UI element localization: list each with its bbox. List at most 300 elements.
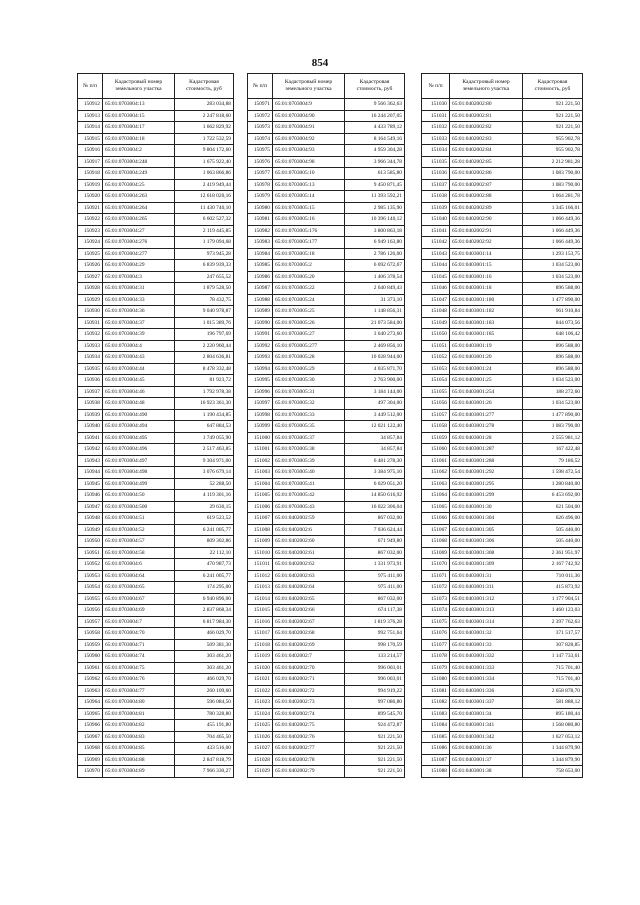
cell-num: 150912: [78, 99, 103, 111]
cell-cadastral-number: 65:01:0403001:304: [450, 513, 523, 525]
cell-num: 151032: [422, 122, 450, 134]
cell-cost: 921 221,50: [523, 99, 583, 111]
cell-cadastral-number: 65:01:0703005:33: [273, 409, 345, 421]
cell-num: 150984: [248, 248, 273, 260]
cell-num: 150913: [78, 110, 103, 122]
cell-num: 150931: [78, 317, 103, 329]
cell-cadastral-number: 65:01:0402002:70: [273, 662, 345, 674]
cell-cadastral-number: 65:01:0703005:177: [273, 237, 345, 249]
cell-cost: 1 034 523,00: [523, 375, 583, 387]
cell-cadastral-number: 65:01:0403001:24: [450, 363, 523, 375]
cell-cadastral-number: 65:01:0703005:39: [273, 455, 345, 467]
cell-num: 150956: [78, 605, 103, 617]
cell-num: 150949: [78, 524, 103, 536]
cell-cadastral-number: 65:01:0402002:63: [273, 570, 345, 582]
table-row: [248, 743, 405, 755]
cell-cost: 1 177 904,51: [523, 593, 583, 605]
cell-cost: 1 179 094,68: [175, 237, 234, 249]
cell-cost: 613 585,80: [345, 168, 405, 180]
cell-cadastral-number: 65:01:0703004:75: [103, 662, 175, 674]
cell-num: 151031: [422, 110, 450, 122]
cell-cost: 34 857,84: [345, 432, 405, 444]
table-row: [422, 490, 583, 502]
cell-num: 150970: [78, 766, 103, 778]
cell-num: 151063: [422, 478, 450, 490]
cell-cost: 1 066 449,36: [523, 225, 583, 237]
cell-cadastral-number: 65:01:0703004:43: [103, 352, 175, 364]
cell-num: 151018: [248, 639, 273, 651]
cell-cost: 581 888,12: [523, 697, 583, 709]
table-row: [422, 306, 583, 318]
cell-cadastral-number: 65:01:0402002:68: [273, 628, 345, 640]
cell-cadastral-number: 65:01:0402002:67: [273, 616, 345, 628]
cell-num: 151053: [422, 363, 450, 375]
cell-cost: 1 568 080,80: [523, 720, 583, 732]
table-row: [78, 605, 234, 617]
cell-num: 150959: [78, 639, 103, 651]
cell-num: 150997: [248, 398, 273, 410]
table-row: [78, 283, 234, 295]
cell-num: 150979: [248, 191, 273, 203]
table-row: [78, 547, 234, 559]
table-row: [78, 697, 234, 709]
table-row: [248, 398, 405, 410]
cell-cost: 924 472,87: [345, 720, 405, 732]
header-cost: Кадастровая стоимость, руб: [345, 74, 405, 99]
cell-cost: 4 119 301,16: [175, 490, 234, 502]
cell-cadastral-number: 65:01:0703004:67: [103, 593, 175, 605]
cell-cost: 596 084,50: [175, 697, 234, 709]
table-row: [422, 122, 583, 134]
cell-cadastral-number: 65:01:0703004:497: [103, 455, 175, 467]
cell-cadastral-number: 65:01:0703004:496: [103, 444, 175, 456]
cell-cost: 9 304 971,00: [175, 455, 234, 467]
cell-cost: 22 112,10: [175, 547, 234, 559]
table-row: [422, 628, 583, 640]
cell-cost: 1 879 528,50: [175, 283, 234, 295]
cell-cadastral-number: 65:01:0703004:85: [103, 743, 175, 755]
table-row: [78, 191, 234, 203]
cell-num: 151001: [248, 444, 273, 456]
cell-cadastral-number: 65:01:0403001:277: [450, 409, 523, 421]
cell-num: 151066: [422, 513, 450, 525]
cell-cost: 899 545,70: [345, 708, 405, 720]
cell-num: 151085: [422, 731, 450, 743]
cell-cost: 998 170,59: [345, 639, 405, 651]
cell-cadastral-number: 65:01:0703004:36: [103, 306, 175, 318]
table-row: [422, 409, 583, 421]
cell-num: 151046: [422, 283, 450, 295]
table-row: [248, 99, 405, 111]
cell-num: 150944: [78, 467, 103, 479]
cell-num: 150924: [78, 237, 103, 249]
table-row: [78, 570, 234, 582]
cell-cost: 12 618 020,16: [175, 191, 234, 203]
cell-num: 151078: [422, 651, 450, 663]
table-row: [78, 524, 234, 536]
table-row: [248, 237, 405, 249]
table-row: [422, 225, 583, 237]
cell-cadastral-number: 65:01:0403001:287: [450, 444, 523, 456]
cell-cadastral-number: 65:01:0402002:7: [273, 651, 345, 663]
table-row: [422, 697, 583, 709]
cell-cadastral-number: 65:01:0703004:74: [103, 651, 175, 663]
cell-num: 151013: [248, 582, 273, 594]
cell-cost: 921 221,50: [523, 122, 583, 134]
cell-cost: 3 076 679,14: [175, 467, 234, 479]
cell-cost: 867 032,00: [345, 513, 405, 525]
cell-cost: 16 244 207,05: [345, 110, 405, 122]
cell-num: 151069: [422, 547, 450, 559]
cell-cadastral-number: 65:01:0703004:45: [103, 375, 175, 387]
table-row: [248, 110, 405, 122]
cell-cadastral-number: 65:01:0703004:93: [273, 145, 345, 157]
table-row: [422, 352, 583, 364]
table-row: [248, 570, 405, 582]
cell-cadastral-number: 65:01:0402002:91: [450, 225, 523, 237]
cell-cadastral-number: 65:01:0703004:29: [103, 260, 175, 272]
cell-cadastral-number: 65:01:0703004:17: [103, 122, 175, 134]
cell-num: 150963: [78, 685, 103, 697]
cell-cadastral-number: 65:01:0703004:13: [103, 99, 175, 111]
table-row: [248, 260, 405, 272]
cell-cadastral-number: 65:01:0703005:15: [273, 202, 345, 214]
table-row: [422, 363, 583, 375]
cell-cadastral-number: 65:01:0403001:20: [450, 352, 523, 364]
cell-cadastral-number: 65:01:0703005:35: [273, 421, 345, 433]
cell-cadastral-number: 65:01:0703004:81: [103, 708, 175, 720]
cell-cost: 1 819 376,28: [345, 616, 405, 628]
table-row: [78, 513, 234, 525]
cell-cadastral-number: 65:01:0402002:71: [273, 674, 345, 686]
cell-cost: 6 940 896,00: [175, 593, 234, 605]
cell-cadastral-number: 65:01:0703005:28: [273, 352, 345, 364]
table-row: [248, 225, 405, 237]
cell-cadastral-number: 65:01:0703004:39: [103, 329, 175, 341]
cell-num: 151034: [422, 145, 450, 157]
cell-num: 151083: [422, 708, 450, 720]
cell-num: 151010: [248, 547, 273, 559]
table-row: [422, 766, 583, 778]
cell-cost: 648 106,42: [523, 329, 583, 341]
cell-cost: 4 035 871,70: [345, 363, 405, 375]
table-row: [422, 237, 583, 249]
cell-cadastral-number: 65:01:0402002:85: [450, 156, 523, 168]
cell-num: 150968: [78, 743, 103, 755]
cell-cadastral-number: 65:01:0403001:292: [450, 467, 523, 479]
cell-cost: 1 015 389,76: [175, 317, 234, 329]
cell-cadastral-number: 65:01:0703004:265: [103, 214, 175, 226]
cell-num: 150976: [248, 156, 273, 168]
cell-cadastral-number: 65:01:0403001:337: [450, 697, 523, 709]
table-row: [248, 363, 405, 375]
cell-cadastral-number: 65:01:0402002:76: [273, 731, 345, 743]
table-row: [78, 501, 234, 513]
table-row: [248, 122, 405, 134]
cell-cadastral-number: 65:01:0402002:88: [450, 191, 523, 203]
cell-cadastral-number: 65:01:0403001:313: [450, 605, 523, 617]
cell-cost: 1 034 523,00: [523, 271, 583, 283]
cell-cadastral-number: 65:01:0403001:278: [450, 421, 523, 433]
table-row: [78, 754, 234, 766]
cell-cadastral-number: 65:01:0703004:50: [103, 490, 175, 502]
table-row: [422, 743, 583, 755]
table-row: [422, 179, 583, 191]
cell-cadastral-number: 65:01:0703004:276: [103, 237, 175, 249]
table-row: [78, 214, 234, 226]
table-row: [248, 156, 405, 168]
cell-cadastral-number: 65:01:0703004:76: [103, 674, 175, 686]
cell-num: 150998: [248, 409, 273, 421]
cell-num: 150952: [78, 559, 103, 571]
cell-cost: 1 406 378,54: [345, 271, 405, 283]
cell-cadastral-number: 65:01:0703004:80: [103, 697, 175, 709]
cell-cost: 2 985 135,90: [345, 202, 405, 214]
cell-num: 150934: [78, 352, 103, 364]
cell-cost: 1 034 523,00: [523, 260, 583, 272]
cell-cost: 1 063 866,86: [175, 168, 234, 180]
cell-num: 151047: [422, 294, 450, 306]
cell-cost: 1 598 472,54: [523, 467, 583, 479]
cell-cadastral-number: 65:01:0703004:277: [103, 248, 175, 260]
cell-cost: 260 109,60: [175, 685, 234, 697]
table-row: [78, 237, 234, 249]
cell-cadastral-number: 65:01:0703004:69: [103, 605, 175, 617]
table-row: [422, 754, 583, 766]
cell-num: 150986: [248, 271, 273, 283]
cell-cost: 780 328,80: [175, 708, 234, 720]
cell-num: 150930: [78, 306, 103, 318]
cell-cadastral-number: 65:01:0402002:66: [273, 605, 345, 617]
cell-cadastral-number: 65:01:0703004:82: [103, 720, 175, 732]
cell-cadastral-number: 65:01:0403001:312: [450, 593, 523, 605]
cell-cost: 975 411,00: [345, 582, 405, 594]
table-row: [78, 685, 234, 697]
cell-cost: 247 655,52: [175, 271, 234, 283]
cell-cadastral-number: 65:01:0703004:65: [103, 582, 175, 594]
table-row: [78, 110, 234, 122]
cell-cost: 415 873,92: [523, 582, 583, 594]
cell-cost: 996 003,01: [345, 674, 405, 686]
cell-cost: 303 461,20: [175, 662, 234, 674]
cell-cost: 509 381,30: [175, 639, 234, 651]
table-row: [78, 329, 234, 341]
cell-cadastral-number: 65:01:0703004:31: [103, 283, 175, 295]
cell-cadastral-number: 65:01:0703004:249: [103, 168, 175, 180]
table-row: [248, 605, 405, 617]
cell-cost: 809 302,86: [175, 536, 234, 548]
cell-cadastral-number: 65:01:0703005:43: [273, 501, 345, 513]
cell-num: 150994: [248, 363, 273, 375]
table-row: [78, 168, 234, 180]
table-row: [248, 294, 405, 306]
table-row: [78, 306, 234, 318]
table-row: [78, 271, 234, 283]
cell-cadastral-number: 65:01:0703005:41: [273, 478, 345, 490]
cell-num: 151075: [422, 616, 450, 628]
cell-cost: 2 786 126,00: [345, 248, 405, 260]
header-cadastral-number: Кадастровый номер земельного участка: [103, 74, 175, 99]
table-row: [248, 352, 405, 364]
table-row: [422, 662, 583, 674]
cell-num: 150973: [248, 122, 273, 134]
cell-num: 151079: [422, 662, 450, 674]
table-row: [248, 283, 405, 295]
cell-cost: 3 384 975,10: [345, 467, 405, 479]
cell-cadastral-number: 65:01:0703005:38: [273, 444, 345, 456]
table-row: [248, 340, 405, 352]
table-row: [422, 386, 583, 398]
table-row: [78, 432, 234, 444]
cell-cadastral-number: 65:01:0403001:26: [450, 398, 523, 410]
cell-cadastral-number: 65:01:0403001:37: [450, 754, 523, 766]
cell-num: 151074: [422, 605, 450, 617]
cell-cost: 955 902,78: [523, 133, 583, 145]
cell-num: 150933: [78, 340, 103, 352]
cell-num: 150990: [248, 317, 273, 329]
cell-cadastral-number: 65:01:0703004:264: [103, 202, 175, 214]
header-cadastral-number: Кадастровый номер земельного участка: [450, 74, 523, 99]
cell-cost: 671 949,80: [345, 536, 405, 548]
cell-num: 150957: [78, 616, 103, 628]
cell-cost: 6 817 984,30: [175, 616, 234, 628]
cell-cost: 433 516,00: [175, 743, 234, 755]
cell-cadastral-number: 65:01:0403001:299: [450, 490, 523, 502]
table-row: [422, 616, 583, 628]
cell-cost: 3 184 144,00: [345, 386, 405, 398]
table-row: [422, 202, 583, 214]
table-row: [422, 375, 583, 387]
table-row: [422, 283, 583, 295]
cell-num: 150935: [78, 363, 103, 375]
cell-cadastral-number: 65:01:0703004:490: [103, 409, 175, 421]
cell-cost: 303 461,20: [175, 651, 234, 663]
table-row: [422, 248, 583, 260]
cell-num: 150983: [248, 237, 273, 249]
cell-num: 150958: [78, 628, 103, 640]
cell-cadastral-number: 65:01:0703004:77: [103, 685, 175, 697]
cell-num: 151036: [422, 168, 450, 180]
cell-num: 150923: [78, 225, 103, 237]
cell-num: 151060: [422, 444, 450, 456]
table-row: [422, 271, 583, 283]
cell-num: 151026: [248, 731, 273, 743]
cell-cost: 497 304,00: [345, 398, 405, 410]
cell-cost: 647 884,53: [175, 421, 234, 433]
cell-cadastral-number: 65:01:0703004:57: [103, 536, 175, 548]
table-row: [248, 478, 405, 490]
table-row: [422, 467, 583, 479]
cell-cost: 2 847 818,79: [175, 754, 234, 766]
cell-cadastral-number: 65:01:0403001:182: [450, 306, 523, 318]
cell-num: 150999: [248, 421, 273, 433]
table-row: [78, 179, 234, 191]
cell-num: 151073: [422, 593, 450, 605]
cell-num: 150966: [78, 720, 103, 732]
cell-cadastral-number: 65:01:0703004:9: [273, 99, 345, 111]
cell-cadastral-number: 65:01:0703004:91: [273, 122, 345, 134]
cell-cadastral-number: 65:01:0703004:52: [103, 524, 175, 536]
cell-cost: 896 588,00: [523, 363, 583, 375]
cell-num: 150920: [78, 191, 103, 203]
cell-cadastral-number: 65:01:0402002:84: [450, 145, 523, 157]
cell-num: 151007: [248, 513, 273, 525]
cell-cost: 11 430 740,10: [175, 202, 234, 214]
table-row: [248, 639, 405, 651]
cell-num: 150943: [78, 455, 103, 467]
cell-cadastral-number: 65:01:0402002:82: [450, 122, 523, 134]
cell-cadastral-number: 65:01:0402002:79: [273, 766, 345, 778]
cell-num: 151086: [422, 743, 450, 755]
cell-cadastral-number: 65:01:0703004:6: [103, 559, 175, 571]
cell-cost: 758 653,00: [523, 766, 583, 778]
cell-cadastral-number: 65:01:0703004:27: [103, 225, 175, 237]
cell-cost: 29 630,15: [175, 501, 234, 513]
table-row: [248, 720, 405, 732]
table-row: [78, 536, 234, 548]
cell-cost: 307 828,85: [523, 639, 583, 651]
cell-cadastral-number: 65:01:0703004:495: [103, 432, 175, 444]
cell-cost: 21 073 584,00: [345, 317, 405, 329]
cell-num: 151003: [248, 467, 273, 479]
cell-num: 150937: [78, 386, 103, 398]
cell-cost: 973 945,28: [175, 248, 234, 260]
cell-cost: 52 288,50: [175, 478, 234, 490]
table-row: [78, 720, 234, 732]
cell-cost: 994 919,22: [345, 685, 405, 697]
cell-num: 150915: [78, 133, 103, 145]
cell-cadastral-number: 65:01:0403001:333: [450, 662, 523, 674]
cell-num: 151039: [422, 202, 450, 214]
cell-cost: 1 083 790,00: [523, 168, 583, 180]
table-row: [78, 202, 234, 214]
cell-cost: 1 280 840,00: [523, 478, 583, 490]
cell-num: 150928: [78, 283, 103, 295]
cell-num: 150918: [78, 168, 103, 180]
table-row: [248, 432, 405, 444]
cell-cost: 9 040 978,87: [175, 306, 234, 318]
cell-num: 151087: [422, 754, 450, 766]
cell-cadastral-number: 65:01:0403001:19: [450, 340, 523, 352]
cell-num: 151008: [248, 524, 273, 536]
cell-cadastral-number: 65:01:0703005:29: [273, 363, 345, 375]
cell-num: 150945: [78, 478, 103, 490]
cell-cost: 1 675 922,40: [175, 156, 234, 168]
cell-cadastral-number: 65:01:0402002:87: [450, 179, 523, 191]
cell-cadastral-number: 65:01:0703004:58: [103, 547, 175, 559]
cell-num: 150981: [248, 214, 273, 226]
cell-cadastral-number: 65:01:0703005:30: [273, 375, 345, 387]
cell-cadastral-number: 65:01:0403001:25: [450, 375, 523, 387]
cell-num: 151062: [422, 467, 450, 479]
cell-num: 150955: [78, 593, 103, 605]
cell-cost: 921 221,50: [345, 766, 405, 778]
cell-cost: 466 029,70: [175, 628, 234, 640]
table-row: [78, 478, 234, 490]
cell-cadastral-number: 65:01:0703004:92: [273, 133, 345, 145]
cell-cadastral-number: 65:01:0403001:336: [450, 685, 523, 697]
table-row: [422, 559, 583, 571]
cell-cost: 1 345 166,01: [523, 202, 583, 214]
cell-num: 150982: [248, 225, 273, 237]
cell-cost: 1 792 978,38: [175, 386, 234, 398]
cell-num: 150926: [78, 260, 103, 272]
table-row: [248, 616, 405, 628]
cell-num: 150939: [78, 409, 103, 421]
table-row: [78, 340, 234, 352]
cell-cost: 1 190 434,85: [175, 409, 234, 421]
cell-num: 151029: [248, 766, 273, 778]
